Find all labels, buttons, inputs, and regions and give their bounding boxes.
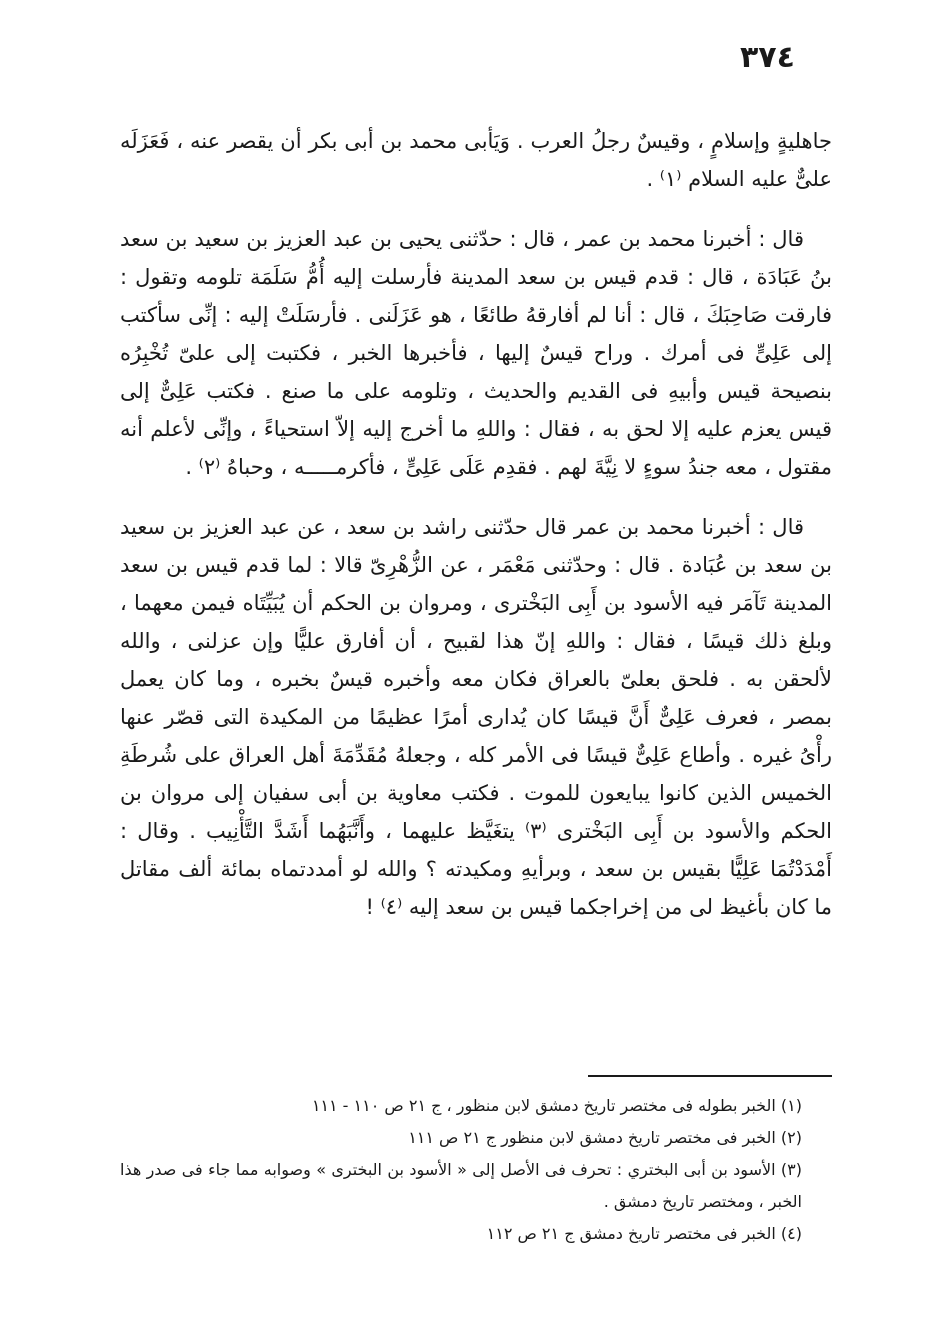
paragraph: جاهليةٍ وإسلامٍ ، وقيسٌ رجلُ العرب . وَيَأبى محمد بن أبى بكر أن يقصر عنه ، فَعَزَلَه علىٌّ عليه السلام ⁽١⁾ . — [120, 129, 832, 191]
page-number: ٣٧٤ — [740, 40, 795, 75]
paragraph: قال : أخبرنا محمد بن عمر ، قال : حدّثنى يحيى بن عبد العزيز بن سعيد بن سعد بنُ عَبَادَة ، قال : قدم قيس بن سعد المدينة فأرسلت إليه أُمُّ سَلَمَة تلومه وتقول : فارقت صَاحِبَكَ ، قال : أنا لم أفارقهُ طائعًا ، هو عَزَلَنى . فأرسَلَتْ إليه : إنِّى سأكتب إلى عَلِىٍّ فى أمرك . وراح قيسٌ إليها ، فأخبرها الخبر ، فكتبت إلى علىّ تُخْبِرُه بنصيحة قيس وأبيهِ فى القديم والحديث ، وتلومه على ما صنع . فكتب عَلِىٌّ إلى قيس يعزم عليه إلا لحق به ، فقال : واللهِ ما أخرج إليه إلاّ استحياءً ، وإنِّى لأعلم أنه مقتول ، معه جندُ سوءٍ لا نِيَّةَ لهم . فقدِم عَلَى عَلِىٍّ ، فأكرمـــــه ، وحباهُ ⁽٢⁾ . — [120, 227, 832, 479]
footnote: (٣) الأسود بن أبى البختري : تحرف فى الأصل إلى « الأسود بن البخترى » وصوابه مما جاء فى صدر هذا الخبر ، ومختصر تاريخ دمشق . — [120, 1160, 802, 1211]
footnote-separator — [588, 1075, 832, 1077]
footnotes — [120, 1090, 832, 1250]
main-text — [120, 122, 832, 926]
footnote: (١) الخبر بطوله فى مختصر تاريخ دمشق لابن منظور ، ج ٢١ ص ١١٠ - ١١١ — [311, 1096, 802, 1115]
footnote: (٢) الخبر فى مختصر تاريخ دمشق لابن منظور ج ٢١ ص ١١١ — [408, 1128, 802, 1147]
footnote: (٤) الخبر فى مختصر تاريخ دمشق ج ٢١ ص ١١٢ — [486, 1224, 802, 1243]
paragraph: قال : أخبرنا محمد بن عمر قال حدّثنى راشد بن سعد ، عن عبد العزيز بن سعيد بن سعد بن عُبَادة . قال : وحدّثنى مَعْمَر ، عن الزُّهْرِىّ قالا : لما قدم قيس بن سعد المدينة تَآمَر فيه الأسود بن أَبِى البَخْترى ، ومروان بن الحكم أن يُبَيِّتَاه فيمن معهما ، وبلغ ذلك قيسًا ، فقال : واللهِ إنّ هذا لقبيح ، أن أفارق عليًّا وإن عزلنى ، والله لألحقن به . فلحق بعلىّ بالعراق فكان معه وأخبره قيسٌ بخبره ، وما كان يعمل بمصر ، فعرف عَلِىٌّ أَنَّ قيسًا كان يُدارى أمرًا عظيمًا من المكيدة التى قصّر عنها رأْىُ غيره . وأطاع عَلِىٌّ قيسًا فى الأمر كله ، وجعلهُ مُقَدِّمَةَ أهل العراق على شُرطَةِ الخميس الذين كانوا يبايعون للموت . فكتب معاوية بن أبى سفيان إلى مروان بن الحكم والأسود بن أَبِى البَخْترى ⁽٣⁾ يتغَيَّظ عليهما ، وأَنَّبَهُما أَشَدَّ التَّأْنِيب . وقال : أَمْدَدْتُمَا عَلِيًّا بقيس بن سعد ، وبرأيهِ ومكيدته ؟ والله لو أمددتماه بمائة ألف مقاتل ما كان بأغيظ لى من إخراجكما قيس بن سعد إليه ⁽٤⁾ ! — [120, 515, 832, 919]
